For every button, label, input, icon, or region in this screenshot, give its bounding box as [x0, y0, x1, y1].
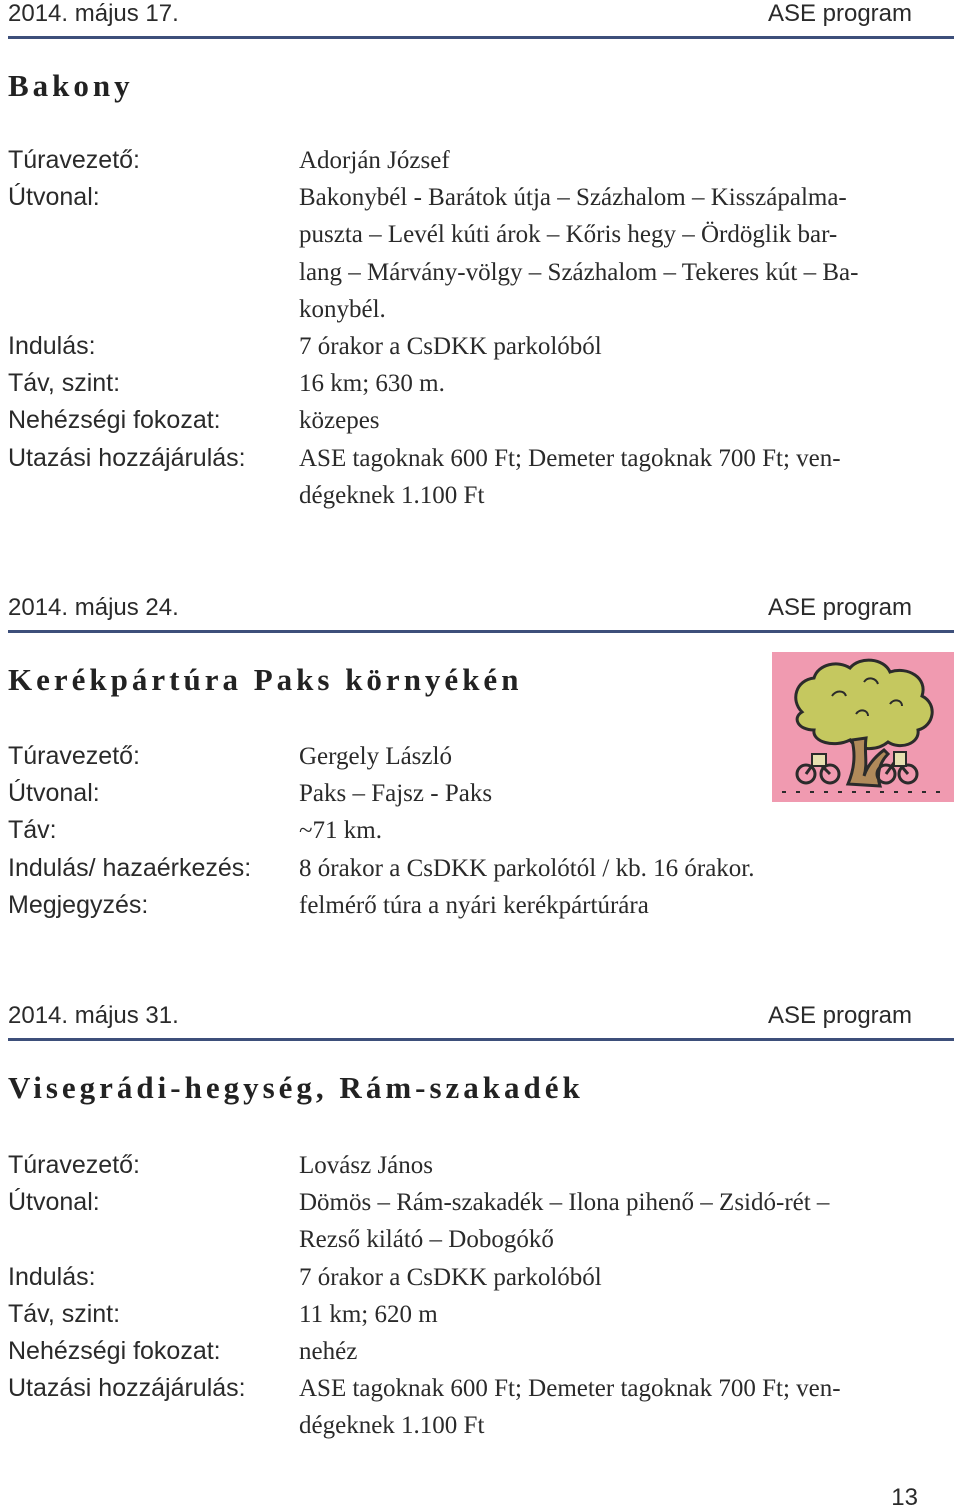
program-label: ASE program [767, 594, 912, 621]
detail-row-difficulty [8, 1333, 954, 1370]
page-number: 13 [891, 1484, 918, 1511]
detail-row-guide [8, 1147, 954, 1184]
detail-row-route [8, 1184, 954, 1258]
detail-value: Lovász János [299, 1152, 433, 1179]
detail-value-line: ASE tagoknak 600 Ft; Demeter tagoknak 700 Ft; ven- [299, 1375, 841, 1403]
detail-row-fee [8, 1370, 954, 1444]
detail-value: ~71 km. [299, 817, 382, 845]
detail-label: Nehézségi fokozat: [8, 1337, 221, 1366]
tree-with-bicycles-icon [772, 652, 954, 804]
detail-value: Paks – Fajsz - Paks [299, 780, 493, 808]
detail-row-distance [8, 1296, 954, 1333]
detail-value: 7 órakor a CsDKK parkolóból [299, 1263, 602, 1291]
detail-value: nehéz [299, 1338, 358, 1366]
detail-label: Táv: [8, 816, 57, 845]
detail-value: 16 km; 630 m. [299, 370, 445, 398]
detail-label: Túravezető: [8, 742, 141, 770]
detail-value: felmérő túra a nyári kerékpártúrára [299, 891, 649, 919]
event-paks-bike-tour [8, 594, 954, 919]
detail-value-line: Bakonybél - Barátok útja – Százhalom – Kisszápalma- [299, 184, 847, 212]
detail-row-guide [8, 142, 954, 179]
detail-row-start [8, 1259, 954, 1296]
detail-row-distance [8, 365, 954, 402]
detail-value: 8 órakor a CsDKK parkolótól / kb. 16 órakor. [299, 854, 755, 882]
detail-row-fee [8, 440, 954, 514]
event-bakony [8, 0, 954, 509]
event-details [8, 142, 954, 514]
detail-label: Indulás: [8, 1262, 96, 1291]
event-header [8, 594, 954, 630]
event-header [8, 0, 954, 36]
detail-value: közepes [299, 407, 380, 435]
detail-label: Útvonal: [8, 183, 100, 212]
program-label: ASE program [767, 0, 912, 27]
event-date: 2014. május 31. [8, 1002, 179, 1029]
detail-row-start [8, 328, 954, 365]
event-date: 2014. május 17. [8, 0, 179, 27]
detail-row-difficulty [8, 402, 954, 439]
event-header [8, 1002, 954, 1038]
header-rule [8, 36, 954, 39]
program-label: ASE program [767, 1002, 912, 1029]
detail-label: Útvonal: [8, 779, 100, 808]
detail-value-line: ASE tagoknak 600 Ft; Demeter tagoknak 700 Ft; ven- [299, 444, 841, 472]
event-details [8, 1147, 954, 1445]
event-title: Visegrádi-hegység, Rám-szakadék [8, 1070, 584, 1105]
detail-value-line: konybél. [299, 295, 386, 323]
detail-value: Adorján József [299, 147, 450, 174]
header-rule [8, 1038, 954, 1041]
detail-row-start-return [8, 850, 954, 887]
detail-value: 11 km; 620 m [299, 1300, 438, 1328]
detail-label: Útvonal: [8, 1188, 100, 1217]
detail-label: Megjegyzés: [8, 890, 149, 919]
detail-value-line: dégeknek 1.100 Ft [299, 481, 485, 509]
detail-row-route [8, 179, 954, 328]
detail-label: Utazási hozzájárulás: [8, 1374, 246, 1403]
detail-value: Gergely László [299, 743, 452, 770]
detail-value-line: puszta – Levél kúti árok – Kőris hegy – Ördöglik bar- [299, 221, 838, 249]
detail-label: Túravezető: [8, 146, 141, 174]
detail-value-line: lang – Márvány-völgy – Százhalom – Tekeres kút – Ba- [299, 258, 859, 286]
detail-value-line: Dömös – Rám-szakadék – Ilona pihenő – Zsidó-rét – [299, 1189, 830, 1217]
detail-label: Indulás/ hazaérkezés: [8, 853, 252, 882]
detail-value-line: dégeknek 1.100 Ft [299, 1412, 485, 1440]
event-title: Bakony [8, 68, 134, 103]
detail-label: Túravezető: [8, 1151, 141, 1179]
detail-row-distance [8, 812, 954, 849]
detail-label: Indulás: [8, 332, 96, 361]
event-date: 2014. május 24. [8, 594, 179, 621]
detail-value-line: Rezső kilátó – Dobogókő [299, 1226, 554, 1254]
detail-label: Nehézségi fokozat: [8, 406, 221, 435]
detail-label: Táv, szint: [8, 369, 121, 398]
detail-row-note [8, 887, 954, 924]
detail-value: 7 órakor a CsDKK parkolóból [299, 333, 602, 361]
header-rule [8, 630, 954, 633]
event-visegrad-ram-szakadek [8, 1002, 954, 1440]
detail-label: Táv, szint: [8, 1299, 121, 1328]
detail-label: Utazási hozzájárulás: [8, 443, 246, 472]
event-title: Kerékpártúra Paks környékén [8, 662, 523, 697]
